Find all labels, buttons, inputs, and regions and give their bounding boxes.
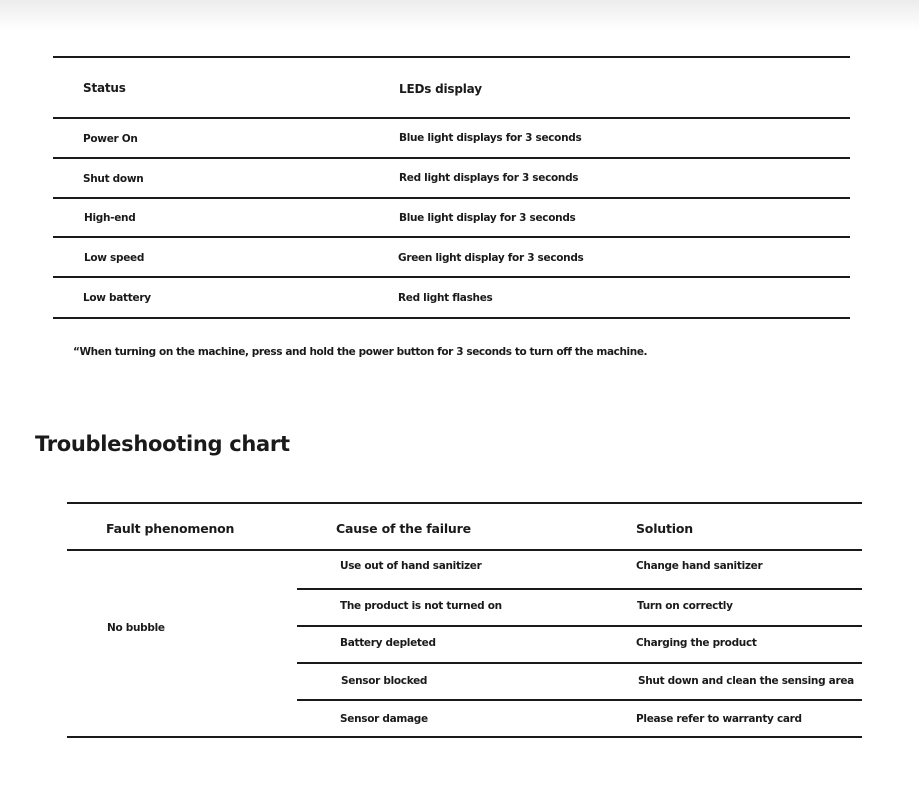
status-cell: Power On xyxy=(83,133,138,145)
table-rule xyxy=(297,625,862,627)
status-cell: Low battery xyxy=(83,292,151,304)
table-rule-bottom xyxy=(53,317,850,319)
status-cell: Shut down xyxy=(83,173,144,185)
table-rule xyxy=(297,588,862,590)
table-rule xyxy=(53,236,850,238)
solution-cell: Turn on correctly xyxy=(637,600,733,612)
table-rule xyxy=(53,117,850,119)
cause-cell: Use out of hand sanitizer xyxy=(340,560,482,572)
leds-cell: Blue light display for 3 seconds xyxy=(399,212,576,224)
cause-cell: Battery depleted xyxy=(340,637,436,649)
leds-cell: Red light flashes xyxy=(398,292,493,304)
solution-cell: Please refer to warranty card xyxy=(636,713,802,725)
table-rule xyxy=(67,549,862,551)
power-note: “When turning on the machine, press and hold the power button for 3 seconds to turn off the machine. xyxy=(73,346,648,358)
table-rule-bottom xyxy=(67,736,862,738)
section-title: Troubleshooting chart xyxy=(35,432,290,456)
table-rule xyxy=(53,276,850,278)
table-rule xyxy=(297,662,862,664)
status-cell: High-end xyxy=(84,212,136,224)
solution-cell: Charging the product xyxy=(636,637,757,649)
table-rule xyxy=(297,699,862,701)
leds-cell: Red light displays for 3 seconds xyxy=(399,172,579,184)
cause-cell: The product is not turned on xyxy=(340,600,502,612)
table-rule-top xyxy=(53,56,850,58)
solution-cell: Shut down and clean the sensing area xyxy=(638,675,854,687)
header-cause-of-failure: Cause of the failure xyxy=(336,521,471,536)
cause-cell: Sensor damage xyxy=(340,713,428,725)
cause-cell: Sensor blocked xyxy=(341,675,428,687)
table-rule xyxy=(53,197,850,199)
fault-cell: No bubble xyxy=(107,622,165,634)
header-solution: Solution xyxy=(636,521,693,536)
table-rule xyxy=(53,157,850,159)
header-fault-phenomenon: Fault phenomenon xyxy=(106,521,235,536)
top-shadow xyxy=(0,0,919,30)
header-leds-display: LEDs display xyxy=(399,82,482,96)
table-rule-top xyxy=(67,502,862,504)
leds-cell: Green light display for 3 seconds xyxy=(398,252,584,264)
solution-cell: Change hand sanitizer xyxy=(636,560,763,572)
leds-cell: Blue light displays for 3 seconds xyxy=(399,132,582,144)
status-cell: Low speed xyxy=(84,252,145,264)
header-status: Status xyxy=(83,81,126,95)
